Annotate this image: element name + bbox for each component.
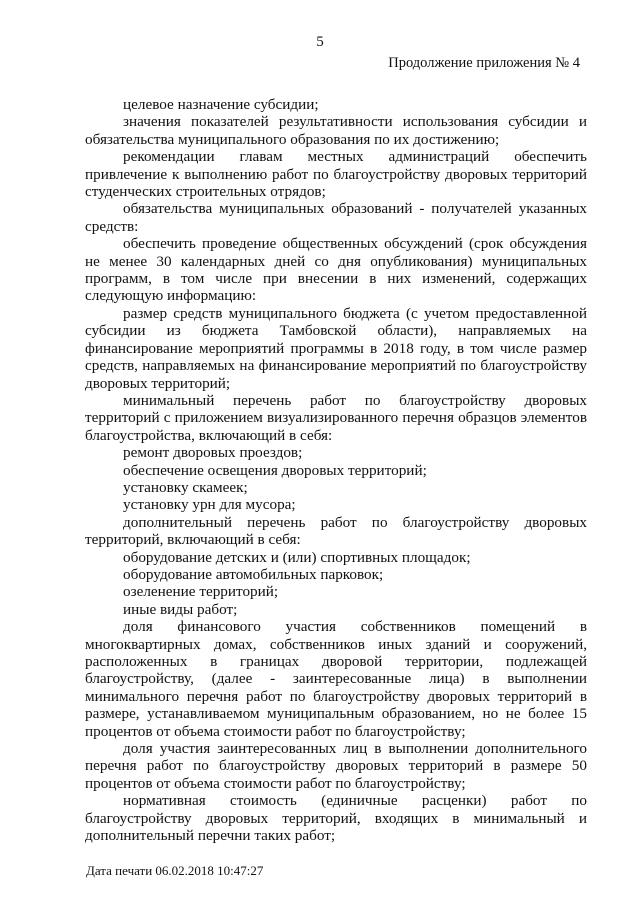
paragraph: нормативная стоимость (единичные расценки) работ по благоустройству дворовых территорий, входящих в минимальный и дополнительный перечни таких работ; (85, 792, 587, 845)
paragraph: оборудование автомобильных парковок; (123, 565, 384, 583)
paragraph: размер средств муниципального бюджета (с учетом предоставленной субсидии из бюджета Тамбовской области), направляемых на финансирование мероприятий программы в 2018 году, в том числе размер средств, направляемых на финансирование мероприятий по благоустройству дворовых территорий; (85, 304, 587, 392)
paragraph: доля финансового участия собственников помещений в многоквартирных домах, собственников иных зданий и сооружений, расположенных в границах дворовой территории, подлежащей благоустройству, (далее - заинтересованные лица) в выполнении минимального перечня работ по благоустройству дворовых территорий в размере, устанавливаемом муниципальным образованием, но не более 15 процентов от объема стоимости работ по благоустройству; (85, 618, 587, 740)
paragraph: озеленение территорий; (123, 583, 279, 601)
paragraph: целевое назначение субсидии; (123, 96, 319, 113)
paragraph: дополнительный перечень работ по благоустройству дворовых территорий, включающий в себя: (85, 513, 587, 549)
paragraph: установку урн для мусора; (123, 496, 296, 514)
paragraph: оборудование детских и (или) спортивных площадок; (123, 548, 471, 566)
paragraph: минимальный перечень работ по благоустройству дворовых территорий с приложением визуализированного перечня образцов элементов благоустройства, включающий в себя: (85, 391, 587, 444)
paragraph: обеспечение освещения дворовых территорий; (123, 461, 427, 479)
paragraph: ремонт дворовых проездов; (123, 444, 303, 462)
page-header: Продолжение приложения № 4 (388, 55, 580, 71)
paragraph: установку скамеек; (123, 478, 248, 496)
page-number: 5 (316, 34, 324, 50)
paragraph: рекомендации главам местных администраций обеспечить привлечение к выполнению работ по благоустройству дворовых территорий студенческих строительных отрядов; (85, 148, 587, 201)
paragraph: доля участия заинтересованных лиц в выполнении дополнительного перечня работ по благоустройству дворовых территорий в размере 50 процентов от объема стоимости работ по благоустройству; (85, 740, 587, 792)
paragraph: обязательства муниципальных образований - получателей указанных средств: (85, 200, 587, 235)
document-body (85, 96, 587, 844)
print-date: Дата печати 06.02.2018 10:47:27 (86, 863, 264, 878)
paragraph: значения показателей результативности использования субсидии и обязательства муниципального образования по их достижению; (85, 113, 587, 148)
paragraph: иные виды работ; (123, 600, 238, 618)
paragraph: обеспечить проведение общественных обсуждений (срок обсуждения не менее 30 календарных дней со дня опубликования) муниципальных программ, в том числе при внесении в них изменений, содержащих следующую информацию: (85, 235, 587, 305)
